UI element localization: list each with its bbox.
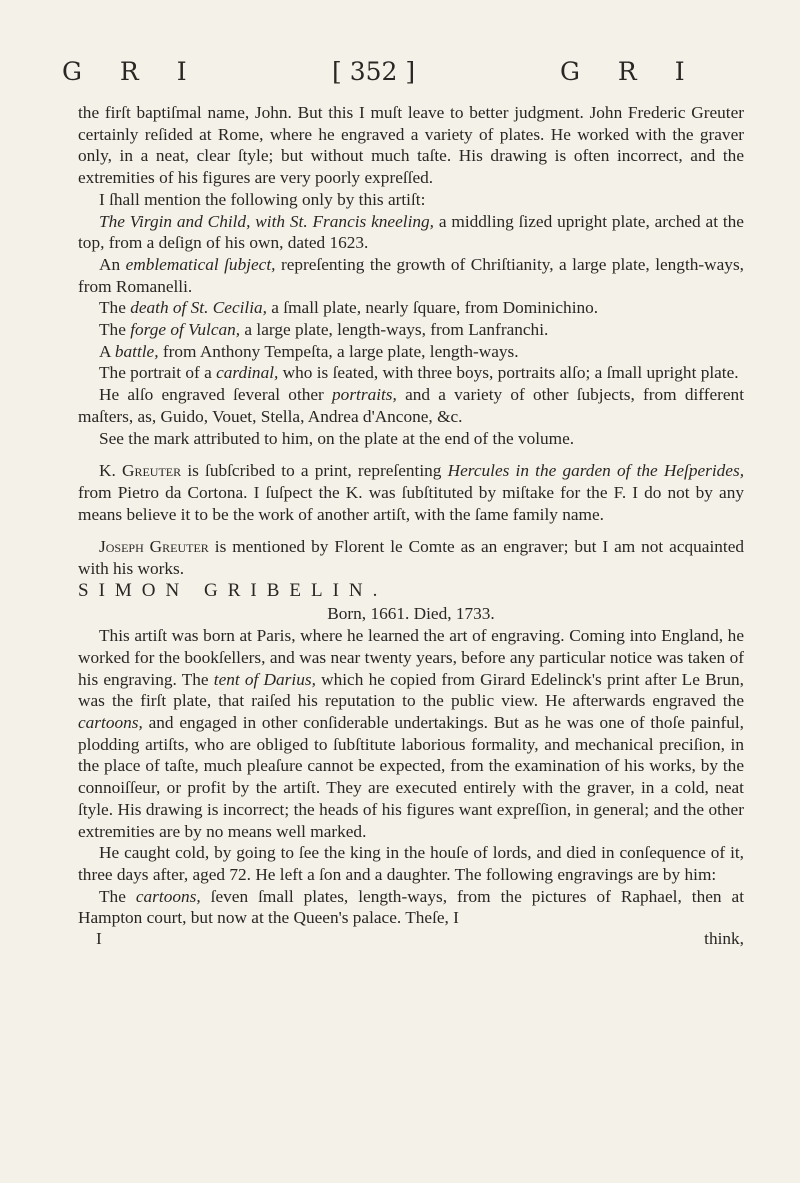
header-right: G R I [560, 57, 700, 86]
page-footer [78, 929, 744, 948]
print-title: death of St. Cecilia, [130, 298, 267, 318]
paragraph: He caught cold, by going to ſee the king in the houſe of lords, and died in conſequence of it, three days after, aged 72. He left a ſon and a daughter. The following engravings are by him: [78, 843, 744, 884]
artist-name: Joseph Greuter [99, 537, 209, 557]
paragraph: Joseph Greuter is mentioned by Florent le Comte as an engraver; but I am not acquainted with his works. [78, 537, 745, 579]
print-title: tent of Darius, [213, 669, 316, 689]
born-died-line: Born, 1661. Died, 1733. [327, 604, 495, 624]
paragraph: The death of St. Cecilia, a ſmall plate, nearly ſquare, from Dominichino. [99, 298, 599, 318]
paragraph: K. Greuter is ſubſcribed to a print, repreſenting Hercules in the garden of the Heſperides, from Pietro da Cortona. I ſuſpect the K. was ſubſtituted by miſtake for the F. I do not by any means believe it to be the work of another artiſt, with the ſame family name. [78, 461, 745, 524]
paragraph: The portrait of a cardinal, who is ſeated, with three boys, portraits alſo; a ſmall upright plate. [99, 363, 739, 383]
paragraph: The forge of Vulcan, a large plate, length-ways, from Lanfranchi. [99, 320, 549, 340]
paragraph: See the mark attributed to him, on the plate at the end of the volume. [99, 428, 575, 448]
section-heading: SIMON GRIBELIN. [78, 579, 388, 601]
running-header [62, 57, 738, 89]
body-text [78, 102, 744, 948]
paragraph: The cartoons, ſeven ſmall plates, length-ways, from the pictures of Raphael, then at Hampton court, but now at the Queen's palace. Theſe, I [78, 886, 744, 928]
print-title: emblematical ſubject, [125, 254, 276, 274]
paragraph: An emblematical ſubject, repreſenting the growth of Chriſtianity, a large plate, length-ways, from Romanelli. [78, 254, 744, 296]
print-title: battle, [114, 341, 159, 361]
print-title: forge of Vulcan, [130, 320, 241, 340]
paragraph: I ſhall mention the following only by this artiſt: [99, 189, 426, 209]
print-title: cartoons, [135, 886, 201, 906]
print-title: cardinal, [216, 363, 279, 383]
paragraph: A battle, from Anthony Tempeſta, a large plate, length-ways. [99, 341, 519, 361]
artist-name: K. Greuter [99, 461, 182, 481]
print-title: portraits, [332, 385, 397, 405]
paragraph: The Virgin and Child, with St. Francis kneeling, a middling ſized upright plate, arched at the top, from a deſign of his own, dated 1623. [78, 211, 744, 253]
header-left: G R I [62, 57, 202, 86]
paragraph: He alſo engraved ſeveral other portraits, and a variety of other ſubjects, from different maſters, as, Guido, Vouet, Stella, Andrea d'Ancone, &c. [78, 385, 744, 426]
paragraph: This artiſt was born at Paris, where he learned the art of engraving. Coming into England, he worked for the bookſellers, and was near twenty years, before any particular notice was taken of his engraving. The tent of Darius, which he copied from Girard Edelinck's print after Le Brun, was the firſt plate, that raiſed his reputation to the public view. He afterwards engraved the cartoons, and engaged in other conſiderable undertakings. But as he was one of thoſe painful, plodding artiſts, who are obliged to ſubſtitute laborious formality, and mechanical preciſion, in the place of taſte, much pleaſure cannot be expected, from the examination of his works, by the connoiſſeur, or profit by the artiſt. They are executed entirely with the graver, in a cold, neat ſtyle. His drawing is incorrect; the heads of his figures want expreſſion, in general; and the other extremities are by no means well marked. [78, 626, 744, 841]
print-title: cartoons, [78, 712, 143, 732]
print-title: Hercules in the garden of the Heſperides, [447, 461, 745, 481]
print-title: The Virgin and Child, with St. Francis kneeling, [99, 211, 434, 231]
paragraph: the firſt baptiſmal name, John. But this I muſt leave to better judgment. John Frederic Greuter certainly reſided at Rome, where he engraved a variety of plates. He worked with the graver only, in a neat, clear ſtyle; but without much taſte. His drawing is often incorrect, and the extremities of his figures are very poorly expreſſed. [78, 103, 744, 188]
page-number: [ 352 ] [332, 57, 416, 86]
catchword: think, [704, 929, 744, 949]
signature-mark: I [96, 929, 102, 949]
